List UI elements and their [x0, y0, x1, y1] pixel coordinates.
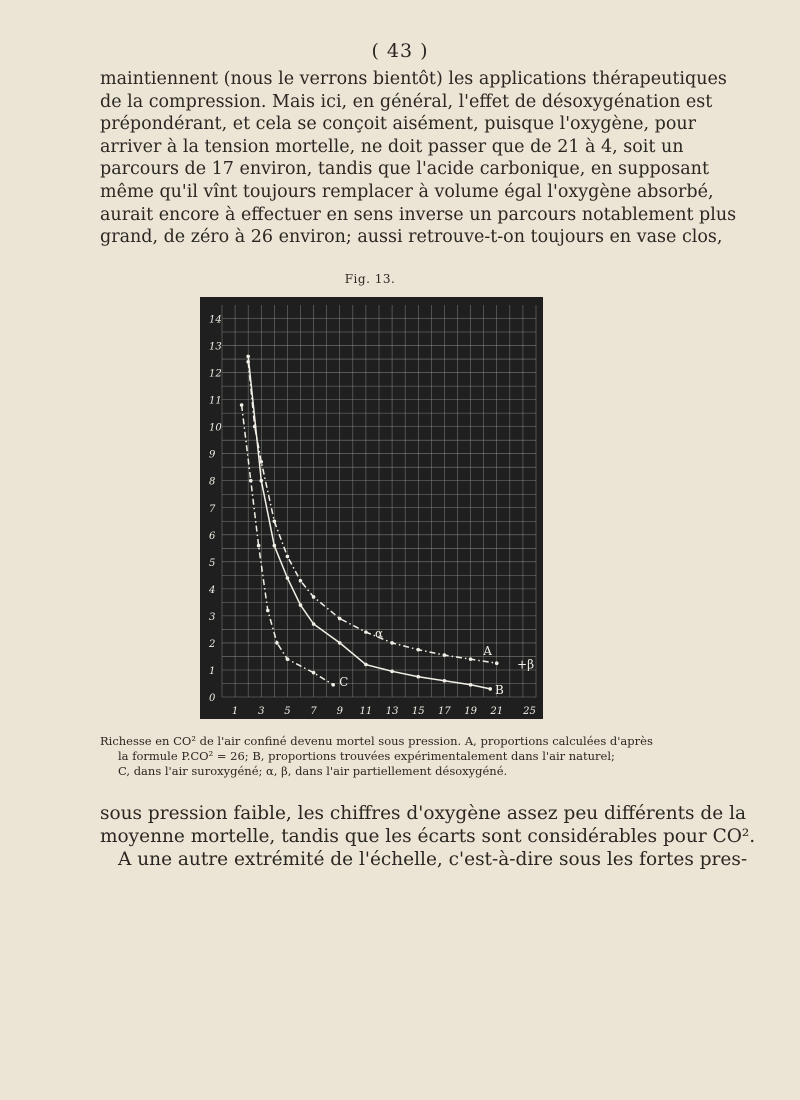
data-point-a — [416, 648, 420, 652]
y-tick-label: 9 — [209, 449, 216, 461]
data-point-b — [312, 622, 316, 626]
data-point-a — [312, 595, 316, 599]
x-tick-label: 25 — [523, 706, 536, 717]
y-tick-label: 13 — [209, 341, 222, 353]
text-line: grand, de zéro à 26 environ; aussi retrouve-t-on toujours en vase clos, — [100, 227, 723, 248]
y-tick-label: 3 — [209, 611, 216, 623]
data-point-c — [331, 683, 335, 687]
data-point-b — [273, 544, 277, 548]
data-point-c — [249, 479, 253, 483]
data-point-a — [364, 630, 368, 634]
data-point-b — [488, 687, 492, 691]
y-tick-label: 5 — [209, 557, 216, 569]
chart-container — [200, 297, 543, 719]
caption-line: la formule P.CO² = 26; B, proportions trouvées expérimentalement dans l'air naturel; — [118, 748, 615, 763]
page-number: ( 43 ) — [371, 40, 429, 62]
data-point-b — [299, 603, 303, 607]
series-annotation: α — [374, 626, 384, 641]
data-point-a — [469, 657, 473, 661]
y-tick-label: 2 — [209, 638, 216, 650]
data-point-a — [338, 617, 342, 621]
data-point-c — [257, 544, 261, 548]
data-point-b — [390, 670, 394, 674]
x-tick-label: 1 — [231, 706, 239, 717]
data-point-c — [275, 641, 279, 645]
data-point-b — [443, 679, 447, 683]
data-point-a — [286, 555, 290, 559]
caption-line: Richesse en CO² de l'air confiné devenu mortel sous pression. A, proportions calculées d'après — [100, 734, 653, 748]
y-tick-label: 7 — [209, 503, 216, 515]
x-tick-label: 7 — [310, 706, 317, 717]
data-point-b — [364, 663, 368, 667]
y-tick-label: 0 — [209, 693, 216, 704]
text-line: sous pression faible, les chiffres d'oxygène assez peu différents de la — [100, 803, 747, 824]
text-line: maintiennent (nous le verrons bientôt) les applications thérapeutiques — [100, 69, 727, 89]
top-paragraph — [100, 68, 737, 249]
text-line: de la compression. Mais ici, en général, l'effet de désoxygénation est — [100, 91, 713, 112]
x-tick-label: 11 — [359, 706, 373, 717]
text-line: arriver à la tension mortelle, ne doit passer que de 21 à 4, soit un — [100, 136, 684, 157]
data-point-c — [266, 609, 270, 613]
x-tick-label: 3 — [258, 706, 265, 717]
y-tick-label: 6 — [209, 530, 216, 542]
series-annotation: +β — [517, 657, 535, 672]
data-point-a — [495, 661, 499, 665]
caption-line: C, dans l'air suroxygéné; α, β, dans l'air partiellement désoxygéné. — [118, 763, 508, 778]
y-tick-label: 4 — [209, 584, 216, 596]
data-point-b — [259, 479, 263, 483]
text-line: aurait encore à effectuer en sens inverse un parcours notablement plus — [100, 204, 737, 225]
x-tick-label: 13 — [385, 706, 399, 717]
figure-caption — [100, 734, 653, 778]
x-tick-label: 17 — [438, 706, 451, 717]
x-tick-label: 9 — [336, 706, 343, 717]
text-line: parcours de 17 environ, tandis que l'acide carbonique, en supposant — [100, 159, 709, 180]
text-line: A une autre extrémité de l'échelle, c'est-à-dire sous les fortes pres- — [118, 849, 748, 870]
series-annotation: B — [494, 682, 504, 697]
y-tick-label: 10 — [209, 422, 222, 434]
y-tick-label: 14 — [209, 314, 222, 326]
series-annotation: C — [339, 675, 349, 690]
bottom-paragraph — [100, 802, 756, 871]
data-point-b — [338, 641, 342, 645]
data-point-c — [312, 671, 316, 675]
figure-label: Fig. 13. — [344, 272, 396, 286]
data-point-a — [443, 653, 447, 657]
data-point-c — [240, 403, 244, 407]
line-chart — [200, 297, 543, 719]
y-tick-label: 1 — [209, 665, 216, 677]
data-point-b — [286, 576, 290, 580]
data-point-a — [299, 579, 303, 583]
text-line: même qu'il vînt toujours remplacer à volume égal l'oxygène absorbé, — [100, 181, 714, 202]
text-line: prépondérant, et cela se conçoit aisément, puisque l'oxygène, pour — [100, 114, 697, 135]
data-point-a — [390, 641, 394, 645]
text-line: moyenne mortelle, tandis que les écarts sont considérables pour CO². — [100, 826, 756, 847]
x-tick-label: 5 — [284, 706, 291, 717]
data-point-a — [273, 519, 277, 523]
y-tick-label: 11 — [209, 395, 222, 407]
y-tick-label: 8 — [209, 476, 216, 488]
y-tick-label: 12 — [209, 368, 222, 380]
x-tick-label: 19 — [464, 706, 477, 717]
x-tick-label: 21 — [490, 706, 504, 717]
series-annotation: A — [483, 644, 492, 659]
data-point-b — [246, 355, 250, 359]
data-point-b — [416, 675, 420, 679]
data-point-b — [469, 683, 473, 687]
x-tick-label: 15 — [411, 706, 425, 717]
data-point-c — [286, 657, 290, 661]
